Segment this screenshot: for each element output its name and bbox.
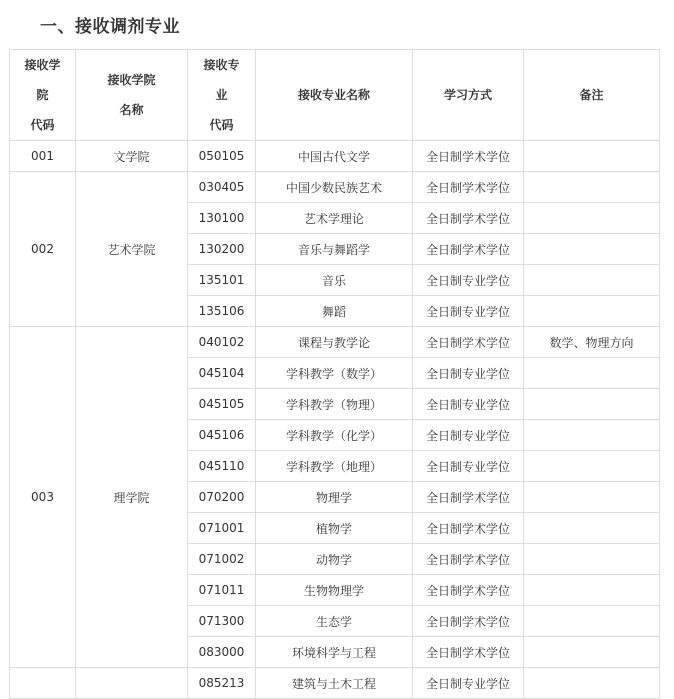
major-code-cell: 135101 [188,265,256,296]
header-line: 接收专业名称 [297,88,370,102]
header-line: 学习方式 [443,88,492,102]
remark-cell [524,420,660,451]
header-remark [524,50,660,141]
major-code-cell: 071011 [188,575,256,606]
college-code-cell: 001 [10,141,76,172]
study-mode-cell: 全日制学术学位 [413,172,524,203]
study-mode-cell: 全日制专业学位 [413,420,524,451]
major-code-cell: 135106 [188,296,256,327]
study-mode-cell: 全日制专业学位 [413,296,524,327]
major-code-cell: 070200 [188,482,256,513]
table-row [10,668,660,699]
major-code-cell: 045105 [188,389,256,420]
header-line: 接收专 [203,58,240,72]
college-code-cell [10,668,76,699]
remark-cell [524,482,660,513]
major-name-cell: 中国古代文学 [256,141,413,172]
major-code-cell: 045104 [188,358,256,389]
table-header-row [10,50,660,141]
remark-cell [524,265,660,296]
header-major-name [256,50,413,141]
study-mode-cell: 全日制学术学位 [413,575,524,606]
table-row [10,327,660,358]
study-mode-cell: 全日制学术学位 [413,606,524,637]
remark-cell [524,234,660,265]
header-line: 业 [215,88,228,102]
study-mode-cell: 全日制学术学位 [413,513,524,544]
header-line: 接收学院 [107,73,156,87]
college-name-cell [76,668,188,699]
study-mode-cell: 全日制专业学位 [413,358,524,389]
college-code-cell: 003 [10,327,76,668]
major-name-cell: 生物物理学 [256,575,413,606]
study-mode-cell: 全日制学术学位 [413,234,524,265]
major-code-cell: 040102 [188,327,256,358]
major-name-cell: 环境科学与工程 [256,637,413,668]
remark-cell: 数学、物理方向 [524,327,660,358]
college-name-cell: 艺术学院 [76,172,188,327]
major-name-cell: 艺术学理论 [256,203,413,234]
study-mode-cell: 全日制专业学位 [413,451,524,482]
study-mode-cell: 全日制学术学位 [413,544,524,575]
major-name-cell: 音乐与舞蹈学 [256,234,413,265]
study-mode-cell: 全日制学术学位 [413,141,524,172]
major-name-cell: 动物学 [256,544,413,575]
study-mode-cell: 全日制学术学位 [413,482,524,513]
study-mode-cell: 全日制学术学位 [413,203,524,234]
table-row [10,172,660,203]
header-major-code [188,50,256,141]
major-name-cell: 植物学 [256,513,413,544]
major-code-cell: 071002 [188,544,256,575]
study-mode-cell: 全日制学术学位 [413,327,524,358]
study-mode-cell: 全日制专业学位 [413,389,524,420]
header-line: 接收学 [24,58,61,72]
remark-cell [524,668,660,699]
major-name-cell: 中国少数民族艺术 [256,172,413,203]
header-line: 名称 [119,103,144,117]
remark-cell [524,141,660,172]
header-study-mode [413,50,524,141]
major-code-cell: 071300 [188,606,256,637]
table-row [10,141,660,172]
major-code-cell: 071001 [188,513,256,544]
major-name-cell: 学科教学（化学） [256,420,413,451]
study-mode-cell: 全日制专业学位 [413,668,524,699]
college-code-cell: 002 [10,172,76,327]
remark-cell [524,358,660,389]
remark-cell [524,172,660,203]
major-code-cell: 085213 [188,668,256,699]
header-college-code [10,50,76,141]
remark-cell [524,575,660,606]
header-college-name [76,50,188,141]
major-name-cell: 生态学 [256,606,413,637]
major-name-cell: 学科教学（地理） [256,451,413,482]
section-heading: 一、接收调剂专业 [40,17,180,37]
major-code-cell: 050105 [188,141,256,172]
major-name-cell: 舞蹈 [256,296,413,327]
remark-cell [524,203,660,234]
adjustment-majors-table [9,49,660,699]
major-name-cell: 物理学 [256,482,413,513]
remark-cell [524,513,660,544]
remark-cell [524,606,660,637]
header-line: 备注 [579,88,604,102]
major-name-cell: 音乐 [256,265,413,296]
major-name-cell: 建筑与土木工程 [256,668,413,699]
table-body [10,141,660,699]
major-code-cell: 045106 [188,420,256,451]
college-name-cell: 理学院 [76,327,188,668]
major-name-cell: 课程与教学论 [256,327,413,358]
remark-cell [524,389,660,420]
study-mode-cell: 全日制学术学位 [413,637,524,668]
major-code-cell: 030405 [188,172,256,203]
header-line: 代码 [209,118,234,132]
major-name-cell: 学科教学（数学） [256,358,413,389]
remark-cell [524,451,660,482]
major-name-cell: 学科教学（物理） [256,389,413,420]
header-line: 院 [36,88,49,102]
major-code-cell: 130100 [188,203,256,234]
study-mode-cell: 全日制专业学位 [413,265,524,296]
college-name-cell: 文学院 [76,141,188,172]
remark-cell [524,637,660,668]
remark-cell [524,544,660,575]
major-code-cell: 130200 [188,234,256,265]
header-line: 代码 [30,118,55,132]
major-code-cell: 045110 [188,451,256,482]
major-code-cell: 083000 [188,637,256,668]
remark-cell [524,296,660,327]
